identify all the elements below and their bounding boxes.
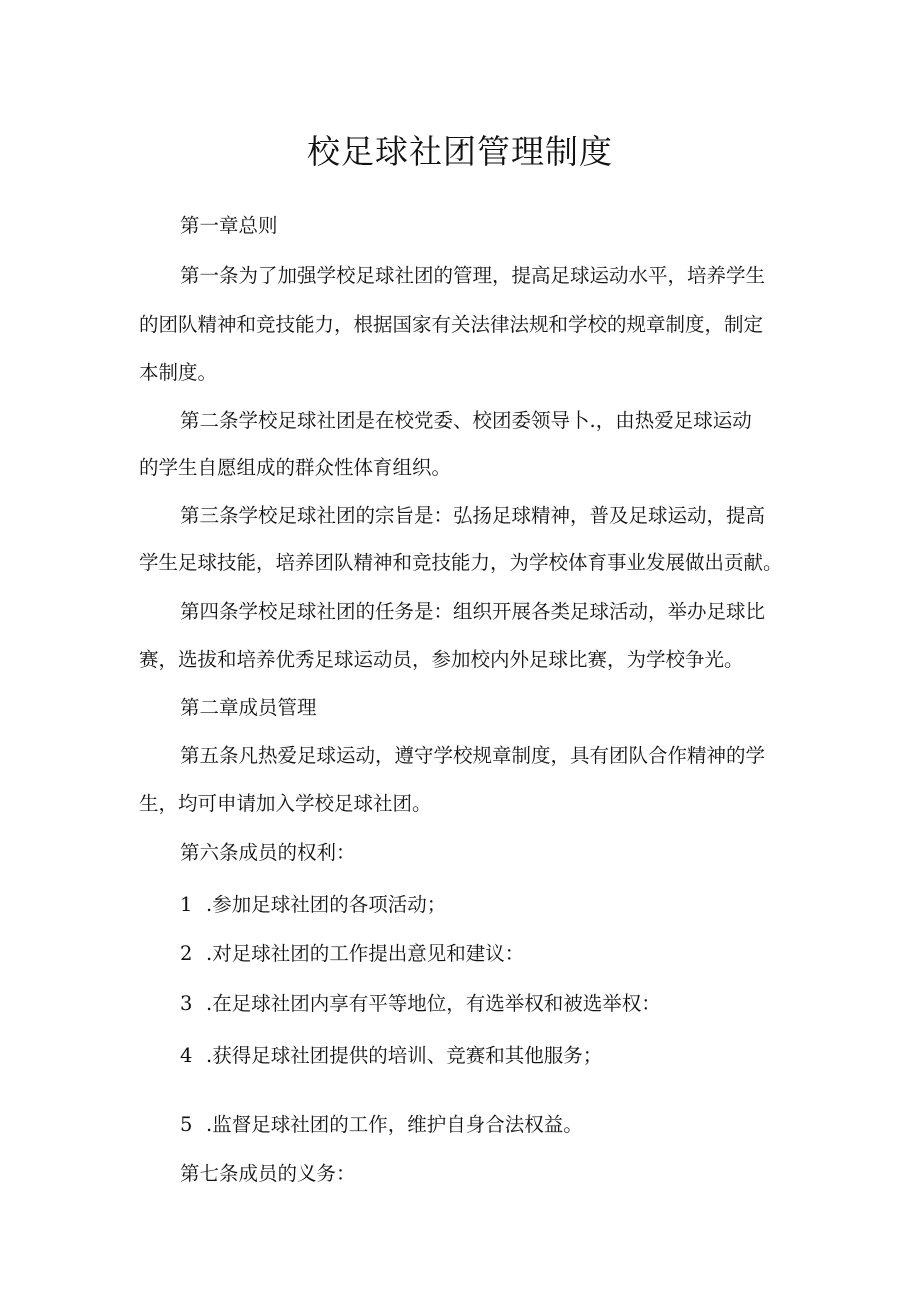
chapter-1-heading: 第一章总则 [180, 214, 278, 237]
article-2-line-2: 的学生自愿组成的群众性体育组织。 [139, 456, 452, 479]
document-title: 校足球社团管理制度 [307, 132, 613, 171]
chapter-2-heading: 第二章成员管理 [180, 696, 317, 719]
list-item-number: 4 [180, 1044, 193, 1067]
list-item [180, 1109, 583, 1141]
list-item-text: .参加足球社团的各项活动； [206, 893, 447, 916]
article-5-line-2: 生，均可申请加入学校足球社团。 [139, 792, 432, 815]
list-item [180, 938, 524, 970]
list-item-text: .在足球社团内享有平等地位，有选举权和被选举权： [206, 992, 661, 1015]
list-item [180, 889, 446, 921]
article-2-line-1: 第二条学校足球社团是在校党委、校团委领导卜.，由热爱足球运动 [180, 409, 752, 432]
list-item-text: .获得足球社团提供的培训、竞赛和其他服务； [206, 1044, 603, 1067]
list-item-number: 2 [180, 942, 193, 965]
list-item [180, 988, 661, 1020]
article-3-line-1: 第三条学校足球社团的宗旨是：弘扬足球精神，普及足球运动，提高 [180, 504, 766, 527]
list-item-text: .对足球社团的工作提出意见和建议： [206, 942, 525, 965]
article-4-line-2: 赛，选拔和培养优秀足球运动员，参加校内外足球比赛，为学校争光。 [139, 648, 744, 671]
list-item-number: 5 [180, 1113, 193, 1136]
article-5-line-1: 第五条凡热爱足球运动，遵守学校规章制度，具有团队合作精神的学 [180, 744, 766, 767]
article-1-line-3: 本制度。 [139, 361, 218, 384]
list-item [180, 1040, 602, 1072]
list-item-number: 1 [180, 893, 193, 916]
list-item-number: 3 [180, 992, 193, 1015]
article-7-heading: 第七条成员的义务： [180, 1162, 356, 1185]
article-3-line-2: 学生足球技能，培养团队精神和竞技能力，为学校体育事业发展做出贡献。 [139, 551, 783, 574]
article-1-line-2: 的团队精神和竞技能力，根据国家有关法律法规和学校的规章制度，制定 [139, 313, 764, 336]
list-item-text: .监督足球社团的工作，维护自身合法权益。 [206, 1113, 583, 1136]
article-1-line-1: 第一条为了加强学校足球社团的管理，提高足球运动水平，培养学生 [180, 264, 766, 287]
article-4-line-1: 第四条学校足球社团的任务是：组织开展各类足球活动，举办足球比 [180, 600, 766, 623]
article-6-heading: 第六条成员的权利： [180, 841, 356, 864]
